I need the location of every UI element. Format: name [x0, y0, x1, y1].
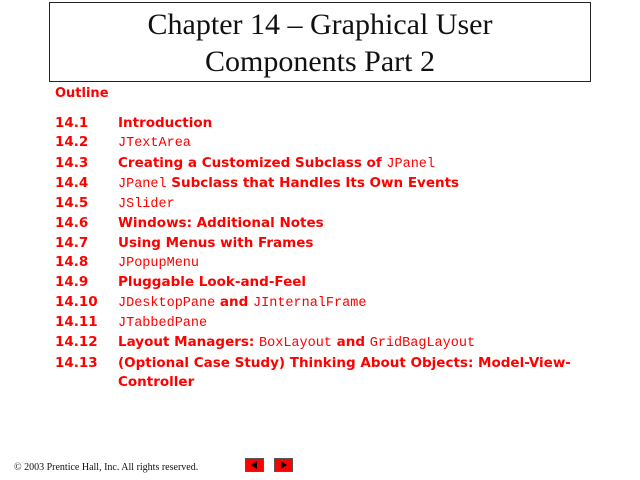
toc-item-text: (Optional Case Study) Thinking About Objects: Model-View-Controller	[118, 354, 571, 390]
toc-item-number: 14.7	[55, 234, 89, 251]
toc-item-title	[118, 313, 615, 333]
toc-item	[55, 214, 615, 233]
toc-item	[55, 273, 615, 292]
toc-item-text: Pluggable Look-and-Feel	[118, 274, 307, 291]
toc-item-title	[118, 234, 615, 253]
toc-item-code-text: JPanel	[386, 156, 436, 172]
toc-item-text: Using Menus with Frames	[118, 234, 314, 251]
toc-item-number: 14.6	[55, 215, 89, 232]
toc-item-number: 14.5	[55, 195, 89, 212]
toc-item-code-text: JInternalFrame	[253, 295, 367, 311]
toc-item-code-text: JPopupMenu	[118, 256, 200, 272]
toc-item-text: Subclass that Handles Its Own Events	[166, 174, 460, 191]
toc-item-title	[118, 154, 615, 174]
toc-item	[55, 133, 615, 153]
toc-item-title	[118, 194, 615, 214]
toc-item	[55, 154, 615, 174]
toc-item	[55, 293, 615, 313]
toc-item-text: Creating a Customized Subclass of	[118, 154, 387, 171]
toc-item-code-text: GridBagLayout	[369, 336, 476, 352]
toc-item-title	[118, 133, 615, 153]
toc-item-number: 14.8	[55, 254, 89, 271]
toc-item-title	[118, 354, 615, 393]
toc-item	[55, 174, 615, 194]
next-slide-button[interactable]	[274, 458, 293, 472]
toc-item	[55, 234, 615, 253]
slide-title-line-2: Components Part 2	[205, 45, 435, 78]
table-of-contents	[55, 114, 615, 392]
toc-item-number: 14.11	[55, 313, 98, 330]
toc-item-number: 14.1	[55, 115, 89, 131]
toc-item-number: 14.2	[55, 134, 89, 151]
toc-item-text: and	[215, 293, 254, 310]
toc-item-title	[118, 293, 615, 313]
toc-item-number: 14.3	[55, 154, 89, 171]
toc-item-text: Layout Managers:	[118, 334, 260, 351]
copyright-footer: © 2003 Prentice Hall, Inc. All rights reserved.	[14, 462, 199, 473]
toc-item-number: 14.9	[55, 274, 89, 291]
toc-item-code-text: JPanel	[118, 176, 167, 192]
toc-item-title	[118, 333, 615, 353]
toc-item	[55, 354, 615, 393]
toc-item-code-text: JSlider	[118, 197, 175, 213]
toc-item-title	[118, 253, 615, 273]
previous-slide-button[interactable]	[245, 458, 264, 472]
toc-item-number: 14.4	[55, 174, 89, 191]
slide-title	[49, 2, 591, 82]
outline-heading: Outline	[55, 86, 109, 101]
toc-item-code-text: JTextArea	[118, 136, 191, 152]
triangle-right-icon	[275, 459, 292, 471]
toc-item-number: 14.12	[55, 334, 98, 351]
toc-item	[55, 333, 615, 353]
toc-item-title	[118, 214, 615, 233]
toc-item-text: Windows: Additional Notes	[118, 215, 324, 232]
toc-item-title	[118, 273, 615, 292]
toc-item-code-text: JDesktopPane	[118, 295, 216, 311]
triangle-left-icon	[246, 459, 263, 471]
toc-item-number: 14.10	[55, 293, 98, 310]
toc-item-code-text: JTabbedPane	[118, 315, 208, 331]
toc-item-text: and	[331, 334, 370, 351]
toc-item	[55, 114, 615, 133]
toc-item-text: Introduction	[118, 115, 213, 131]
toc-item-title	[118, 114, 615, 133]
toc-item	[55, 253, 615, 273]
toc-item-code-text: BoxLayout	[259, 336, 332, 352]
toc-item-number: 14.13	[55, 354, 98, 371]
slide-title-line-1: Chapter 14 – Graphical User	[147, 8, 493, 41]
toc-item	[55, 313, 615, 333]
toc-item-title	[118, 174, 615, 194]
toc-item	[55, 194, 615, 214]
